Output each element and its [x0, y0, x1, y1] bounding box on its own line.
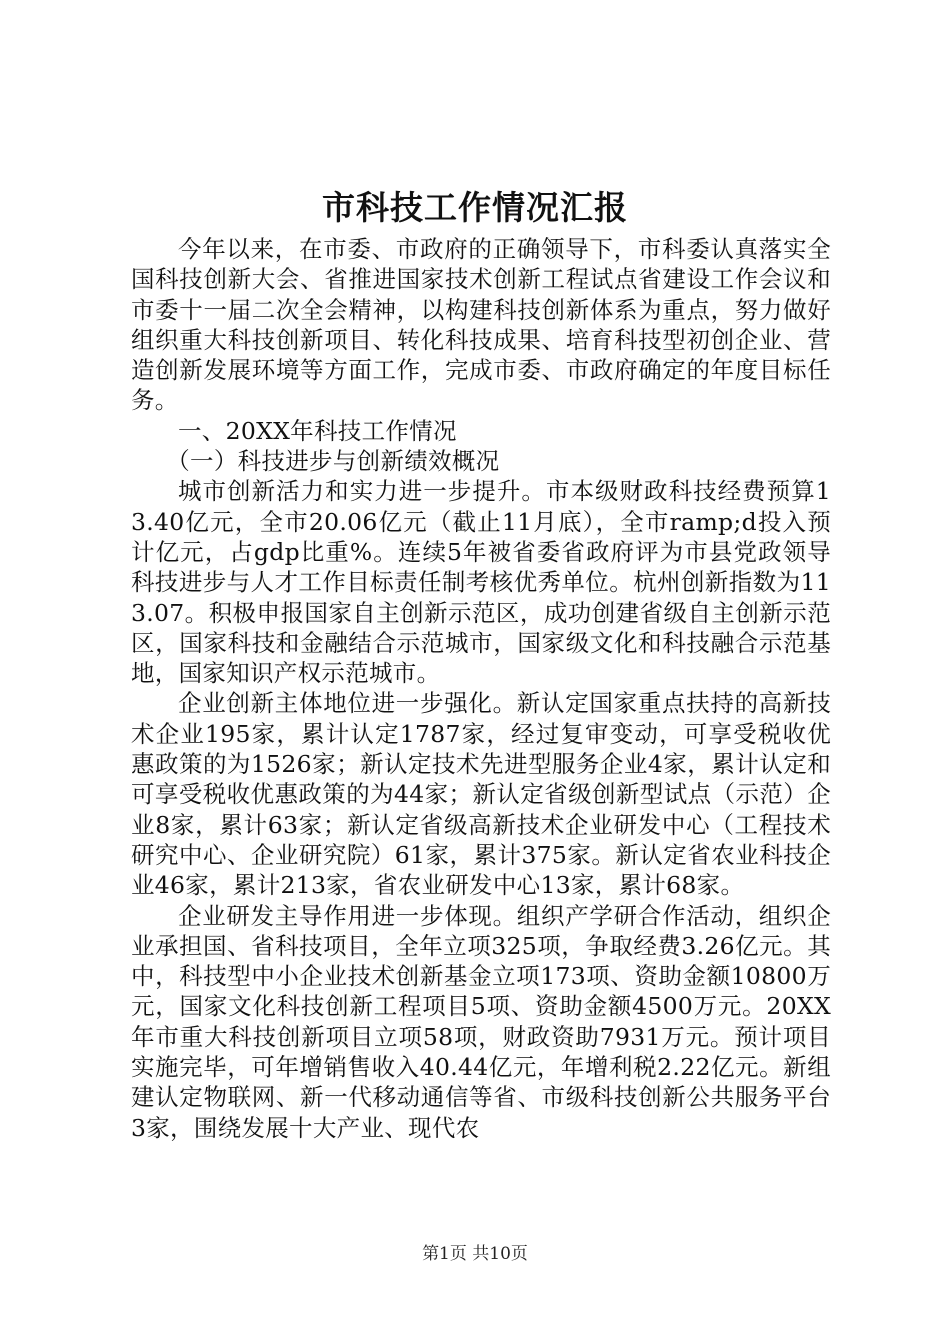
page-number-footer: 第1页 共10页 [422, 1244, 528, 1264]
subsection-heading: （一）科技进步与创新绩效概况 [166, 447, 500, 476]
body-paragraph: 企业研发主导作用进一步体现。组织产学研合作活动，组织企业承担国、省科技项目，全年立项325项，争取经费3.26亿元。其中，科技型中小企业技术创新基金立项173项、资助金额10800万元，国家文化科技创新工程项目5项、资助金额4500万元。20XX年市重大科技创新项目立项58项，财政资助7931万元。预计项目实施完毕，可年增销售收入40.44亿元，年增利税2.22亿元。新组建认定物联网、新一代移动通信等省、市级科技创新公共服务平台3家，围绕发展十大产业、现代农 [131, 901, 832, 1142]
document-body [131, 234, 831, 1143]
body-paragraph: 城市创新活力和实力进一步提升。市本级财政科技经费预算13.40亿元，全市20.06亿元（截止11月底），全市ramp;d投入预计亿元，占gdp比重%。连续5年被省委省政府评为市县党政领导科技进步与人才工作目标责任制考核优秀单位。杭州创新指数为113.07。积极申报国家自主创新示范区，成功创建省级自主创新示范区，国家科技和金融结合示范城市，国家级文化和科技融合示范基地，国家知识产权示范城市。 [131, 477, 831, 688]
section-heading: 一、20XX年科技工作情况 [178, 416, 457, 445]
document-title: 市科技工作情况汇报 [322, 188, 628, 227]
intro-paragraph: 今年以来，在市委、市政府的正确领导下，市科委认真落实全国科技创新大会、省推进国家技术创新工程试点省建设工作会议和市委十一届二次全会精神，以构建科技创新体系为重点，努力做好组织重大科技创新项目、转化科技成果、培育科技型初创企业、营造创新发展环境等方面工作，完成市委、市政府确定的年度目标任务。 [131, 235, 831, 415]
body-paragraph: 企业创新主体地位进一步强化。新认定国家重点扶持的高新技术企业195家，累计认定1787家，经过复审变动，可享受税收优惠政策的为1526家；新认定技术先进型服务企业4家，累计认定和可享受税收优惠政策的为44家；新认定省级创新型试点（示范）企业8家，累计63家；新认定省级高新技术企业研发中心（工程技术研究中心、企业研究院）61家，累计375家。新认定省农业科技企业46家，累计213家，省农业研发中心13家，累计68家。 [131, 689, 831, 900]
